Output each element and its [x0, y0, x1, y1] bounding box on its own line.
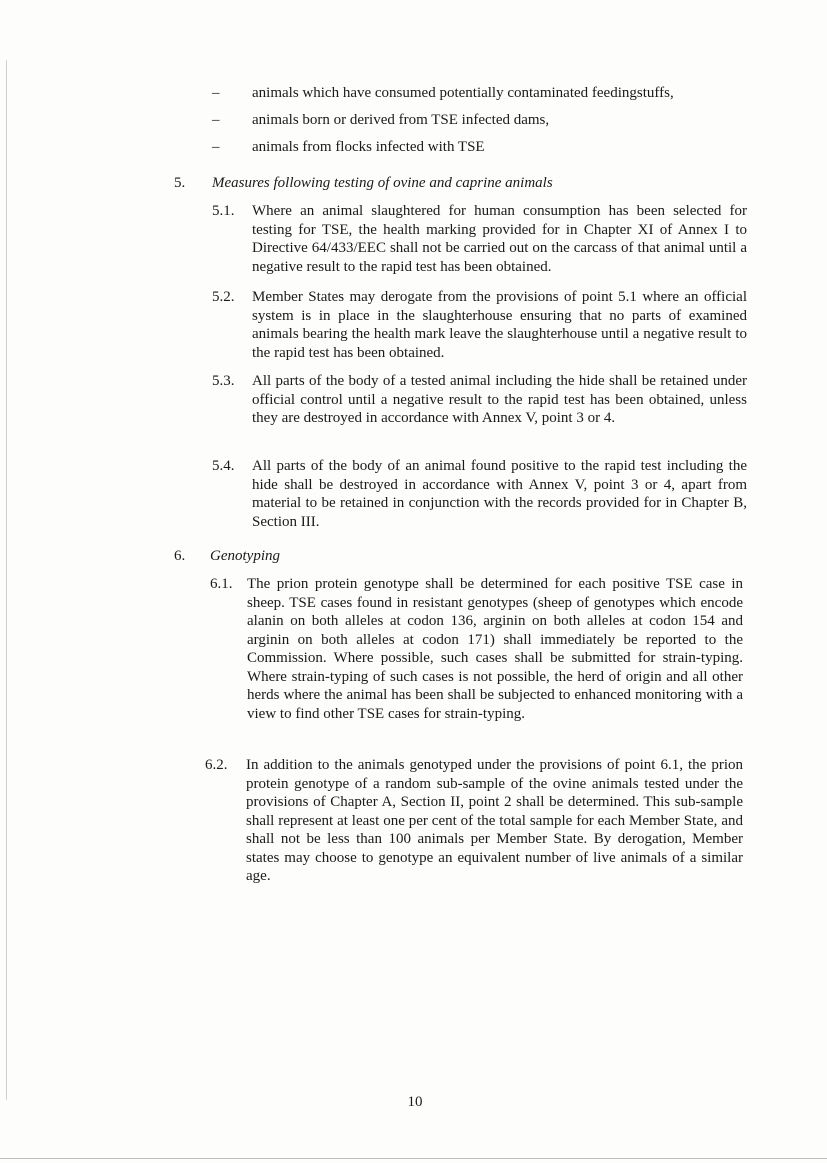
bullet-text: animals born or derived from TSE infected dams,: [252, 112, 550, 128]
section-title: Genotyping: [210, 548, 280, 564]
clause-number: 5.1.: [212, 203, 235, 219]
section-number: 6.: [174, 548, 186, 564]
clause-text: In addition to the animals genotyped under the provisions of point 6.1, the prion protein genotype of a random sub-sample of the ovine animals tested under the provisions of Chapter A, Section II, point 2 shall be determined. This sub-sample shall represent at least one per cent of the total sample for each Member State, and shall not be less than 100 animals per Member State. By derogation, Member states may choose to genotype an equivalent number of live animals of a similar age.: [246, 757, 743, 884]
clause-text: The prion protein genotype shall be determined for each positive TSE case in sheep. TSE cases found in resistant genotypes (sheep of genotypes which encode alanin on both alleles at codon 136, arginin on both alleles at codon 154 and arginin on both alleles at codon 171) shall immediately be reported to the Commission. Where possible, such cases shall be submitted for strain-typing. Where strain-typing of such cases is not possible, the herd of origin and all other herds where the animal has been shall be subjected to enhanced monitoring with a view to find other TSE cases for strain-typing.: [247, 576, 743, 722]
bullet-text: animals which have consumed potentially contaminated feedingstuffs,: [252, 85, 674, 101]
bullet-item: [212, 111, 752, 129]
section-number: 5.: [174, 175, 186, 191]
dash-marker: –: [212, 85, 220, 101]
scan-bottom-edge: [0, 1158, 827, 1159]
page-number: 10: [407, 1094, 423, 1110]
clause-5-4: [212, 457, 747, 533]
clause-number: 5.3.: [212, 373, 235, 389]
clause-number: 6.2.: [205, 757, 228, 773]
scan-margin-line: [6, 60, 7, 1100]
clause-6-1: [210, 575, 745, 747]
clause-text: Where an animal slaughtered for human consumption has been selected for testing for TSE, the health marking provided for in Chapter XI of Annex I to Directive 64/433/EEC shall not be carried out on the carcass of that animal until a negative result to the rapid test has been obtained.: [252, 203, 747, 275]
section-title: Measures following testing of ovine and caprine animals: [212, 175, 553, 191]
clause-number: 5.4.: [212, 458, 235, 474]
dash-marker: –: [212, 112, 220, 128]
clause-6-2: [205, 756, 745, 890]
clause-number: 5.2.: [212, 289, 235, 305]
bullet-list: [212, 84, 752, 165]
clause-text: All parts of the body of an animal found positive to the rapid test including the hide shall be destroyed in accordance with Annex V, point 3 or 4, apart from material to be retained in conjunction with the records provided for in Chapter B, Section III.: [252, 458, 747, 530]
clause-5-2: [212, 288, 747, 364]
clause-5-1: [212, 202, 747, 278]
clause-number: 6.1.: [210, 576, 233, 592]
clause-5-3: [212, 372, 747, 448]
dash-marker: –: [212, 139, 220, 155]
clause-text: All parts of the body of a tested animal including the hide shall be retained under official control until a negative result to the rapid test has been obtained, unless they are destroyed in accordance with Annex V, point 3 or 4.: [252, 373, 747, 426]
bullet-item: [212, 138, 752, 156]
bullet-item: [212, 84, 752, 102]
bullet-text: animals from flocks infected with TSE: [252, 139, 485, 155]
clause-text: Member States may derogate from the provisions of point 5.1 where an official system is in place in the slaughterhouse ensuring that no parts of examined animals bearing the health mark leave the slaughterhouse until a negative result to the rapid test has been obtained.: [252, 289, 747, 361]
